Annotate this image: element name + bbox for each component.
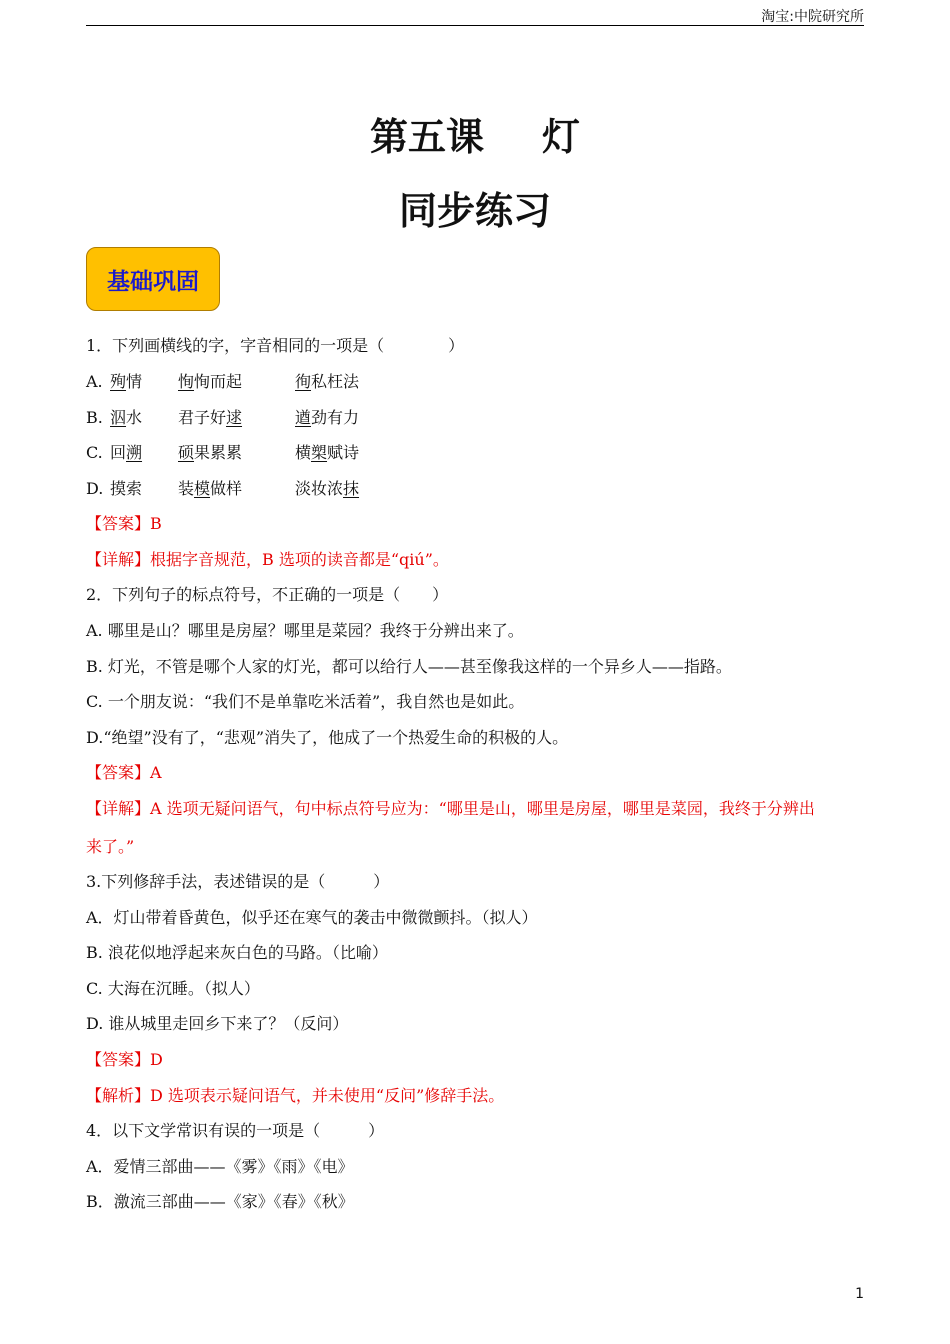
option-word: 摸索 [110,479,143,498]
option-label: D. [86,479,104,498]
q2-option-c: C. 一个朋友说：“我们不是单靠吃米活着”，我自然也是如此。 [86,692,525,711]
option-word: 恂恂而起 [178,372,243,391]
q2-detail-line1: 【详解】A 选项无疑问语气，句中标点符号应为：“哪里是山，哪里是房屋，哪里是菜园，我终于分辨出 [86,799,815,818]
q2-answer: 【答案】A [86,763,162,782]
q2-option-a: A. 哪里是山？哪里是房屋？哪里是菜园？我终于分辨出来了。 [86,621,524,640]
option-word: 回溯 [110,443,143,462]
q4-option-b: B．激流三部曲——《家》《春》《秋》 [86,1192,354,1211]
lesson-name: 灯 [542,115,581,159]
q2-option-d: D.“绝望”没有了，“悲观”消失了，他成了一个热爱生命的积极的人。 [86,728,569,747]
q4-stem: 4．以下文学常识有误的一项是（ ） [86,1121,385,1140]
option-word: 遒劲有力 [295,408,360,427]
option-word: 泅水 [110,408,143,427]
header-rule [86,25,864,26]
option-word: 装模做样 [178,479,243,498]
option-word: 横槊赋诗 [295,443,360,462]
q3-answer: 【答案】D [86,1050,163,1069]
q3-detail: 【解析】D 选项表示疑问语气，并未使用“反问”修辞手法。 [86,1086,505,1105]
lesson-title [0,106,950,161]
q3-option-d: D. 谁从城里走回乡下来了？（反问） [86,1014,349,1033]
option-label: A. [86,372,103,391]
page-number: 1 [855,1286,864,1302]
option-label: C. [86,443,103,462]
q3-option-b: B. 浪花似地浮起来灰白色的马路。（比喻） [86,943,388,962]
q4-option-a: A．爱情三部曲——《雾》《雨》《电》 [86,1157,354,1176]
option-word: 淡妆浓抹 [295,479,360,498]
q3-option-c: C. 大海在沉睡。（拟人） [86,979,260,998]
q2-detail-line2: 来了。” [86,837,135,856]
header-text: 淘宝:中院研究所 [761,9,864,25]
q3-option-a: A．灯山带着昏黄色，似乎还在寒气的袭击中微微颤抖。（拟人） [86,908,538,927]
option-word: 君子好逑 [178,408,243,427]
option-word: 殉情 [110,372,143,391]
page-subtitle: 同步练习 [398,189,551,233]
lesson-number: 第五课 [369,115,484,159]
option-label: B. [86,408,103,427]
q1-stem: 1．下列画横线的字，字音相同的一项是（ ） [86,336,465,355]
q3-stem: 3.下列修辞手法，表述错误的是（ ） [86,872,390,891]
q1-detail: 【详解】根据字音规范，B 选项的读音都是“qiú”。 [86,550,449,569]
option-word: 徇私枉法 [295,372,360,391]
section-badge: 基础巩固 [86,247,220,311]
q1-answer: 【答案】B [86,514,162,533]
q2-stem: 2．下列句子的标点符号，不正确的一项是（ ） [86,585,449,604]
option-word: 硕果累累 [178,443,243,462]
q2-option-b: B. 灯光，不管是哪个人家的灯光，都可以给行人——甚至像我这样的一个异乡人——指路。 [86,657,732,676]
